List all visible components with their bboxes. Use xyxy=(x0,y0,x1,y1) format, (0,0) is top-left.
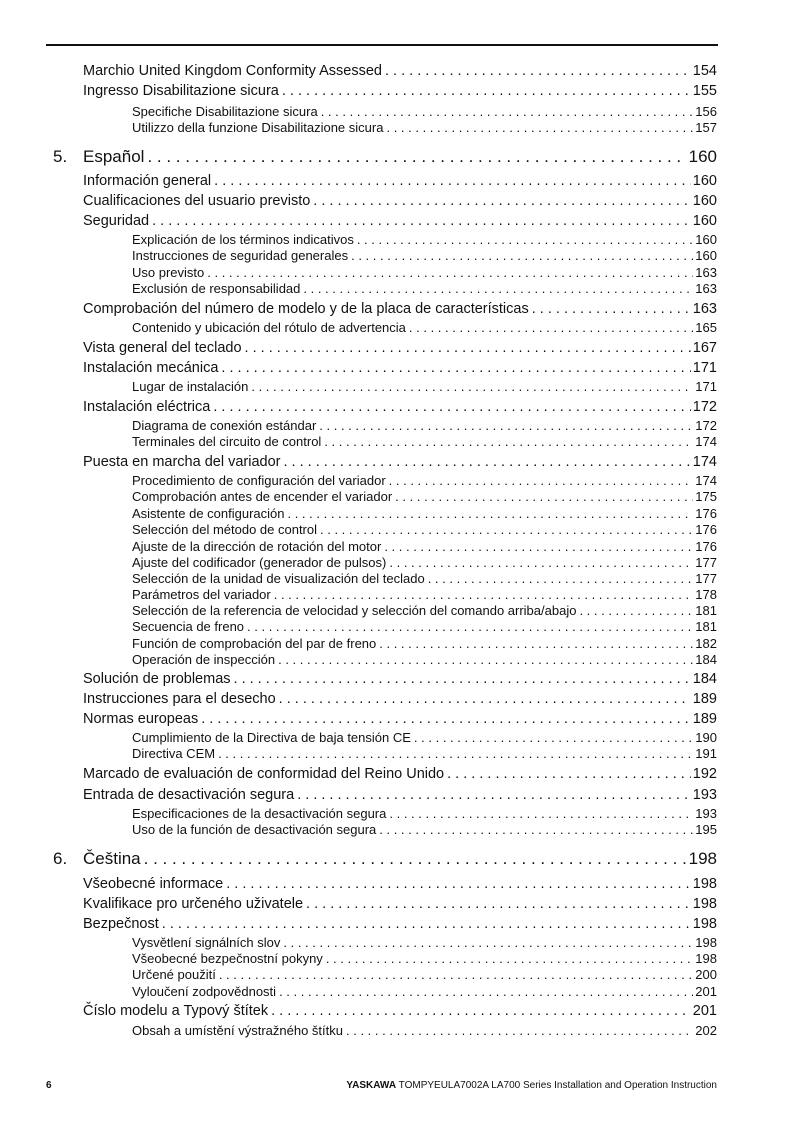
toc-section[interactable] xyxy=(83,1004,717,1019)
toc-page-number: 198 xyxy=(688,849,717,868)
toc-page-number: 177 xyxy=(695,555,717,570)
footer-page-number: 6 xyxy=(46,1080,52,1091)
toc-dot-leader xyxy=(274,588,693,601)
toc-page-number: 154 xyxy=(692,63,717,79)
toc-page-number: 172 xyxy=(695,418,717,433)
toc-subsection[interactable] xyxy=(132,282,717,295)
toc-entry-title xyxy=(132,380,248,393)
toc-dot-leader xyxy=(283,936,693,949)
toc-dot-leader xyxy=(234,672,691,687)
toc-entry-title xyxy=(132,105,318,118)
toc-dot-leader xyxy=(389,474,693,487)
toc-page-number: 190 xyxy=(695,730,717,745)
toc-entry-text: Obsah a umístění výstražného štítku xyxy=(132,1023,343,1038)
toc-entry-text: Bezpečnost xyxy=(83,916,159,932)
toc-page-number: 171 xyxy=(692,360,717,376)
footer-brand: YASKAWA xyxy=(346,1080,397,1091)
toc-entry-text: Selección del método de control xyxy=(132,522,318,537)
footer-document-name: TOMPYEULA7002A LA700 Series Installation and Operation Instruction xyxy=(398,1080,717,1091)
toc-entry-title xyxy=(132,490,392,503)
toc-entry-text: Parámetros del variador xyxy=(132,587,271,602)
toc-entry-text: Directiva CEM xyxy=(132,746,216,761)
toc-section[interactable] xyxy=(83,302,717,317)
toc-page-number: 163 xyxy=(692,301,717,317)
toc-entry-text: Instrucciones para el desecho xyxy=(83,691,276,707)
toc-entry-title xyxy=(132,731,411,744)
toc-entry-text: Vista general del teclado xyxy=(83,340,242,356)
toc-section[interactable] xyxy=(83,341,717,356)
toc-entry-text: Instrucciones de seguridad generales xyxy=(132,248,349,263)
toc-dot-leader xyxy=(313,194,691,209)
toc-subsection[interactable] xyxy=(132,490,717,503)
toc-entry-text: Diagrama de conexión estándar xyxy=(132,418,317,433)
toc-page-number: 172 xyxy=(692,399,717,415)
toc-subsection[interactable] xyxy=(132,936,717,949)
toc-dot-leader xyxy=(218,747,693,760)
toc-dot-leader xyxy=(207,266,693,279)
toc-dot-leader xyxy=(389,556,693,569)
toc-dot-leader xyxy=(214,174,691,189)
toc-page-number: 189 xyxy=(692,711,717,727)
toc-entry-title xyxy=(83,361,218,376)
toc-page-number: 202 xyxy=(695,1023,717,1038)
toc-entry-title xyxy=(132,620,244,633)
toc-entry-text: Uso de la función de desactivación segura xyxy=(132,822,377,837)
toc-entry-text: Cualificaciones del usuario previsto xyxy=(83,193,311,209)
toc-subsection[interactable] xyxy=(132,588,717,601)
toc-dot-leader xyxy=(245,341,691,356)
toc-entry-text: Asistente de configuración xyxy=(132,506,285,521)
toc-section[interactable] xyxy=(83,84,717,99)
toc-dot-leader xyxy=(221,361,690,376)
toc-entry-title xyxy=(83,877,223,892)
toc-dot-leader xyxy=(279,985,693,998)
toc-subsection[interactable] xyxy=(132,556,717,569)
toc-dot-leader xyxy=(251,380,693,393)
toc-dot-leader xyxy=(320,523,693,536)
toc-page-number: 176 xyxy=(695,506,717,521)
toc-page-number: 178 xyxy=(695,587,717,602)
toc-dot-leader xyxy=(201,712,691,727)
toc-entry-title xyxy=(83,194,310,209)
toc-page-number: 181 xyxy=(695,619,717,634)
toc-subsection[interactable] xyxy=(132,747,717,760)
toc-entry-text: Marchio United Kingdom Conformity Assessed xyxy=(83,63,382,79)
toc-entry-title xyxy=(132,121,383,134)
toc-page-number: 193 xyxy=(692,787,717,803)
toc-page-number: 177 xyxy=(695,571,717,586)
toc-entry-text: Normas europeas xyxy=(83,711,199,727)
toc-subsection[interactable] xyxy=(132,540,717,553)
toc-entry-text: Ajuste de la dirección de rotación del motor xyxy=(132,539,382,554)
toc-page-number: 182 xyxy=(695,636,717,651)
toc-entry-text: Marcado de evaluación de conformidad del Reino Unido xyxy=(83,766,445,782)
toc-subsection[interactable] xyxy=(132,731,717,744)
toc-section[interactable] xyxy=(83,767,717,782)
toc-page-number: 167 xyxy=(692,340,717,356)
toc-entry-title xyxy=(132,936,280,949)
toc-entry-text: Procedimiento de configuración del variador xyxy=(132,473,386,488)
toc-section[interactable] xyxy=(83,917,717,932)
toc-subsection[interactable] xyxy=(132,474,717,487)
toc-entry-title xyxy=(132,637,376,650)
toc-entry-title xyxy=(132,807,386,820)
toc-entry-text: Español xyxy=(83,147,145,166)
toc-subsection[interactable] xyxy=(132,266,717,279)
toc-entry-title xyxy=(132,952,323,965)
toc-section[interactable] xyxy=(83,692,717,707)
toc-dot-leader xyxy=(226,877,691,892)
toc-subsection[interactable] xyxy=(132,121,717,134)
toc-section[interactable] xyxy=(83,788,717,803)
toc-page-number: 174 xyxy=(692,454,717,470)
toc-dot-leader xyxy=(351,249,693,262)
toc-subsection[interactable] xyxy=(132,523,717,536)
toc-entry-title xyxy=(83,64,382,79)
toc-page-number: 171 xyxy=(695,379,717,394)
toc-page-number: 198 xyxy=(692,876,717,892)
toc-section[interactable] xyxy=(83,400,717,415)
toc-dot-leader xyxy=(213,400,690,415)
toc-page-number: 160 xyxy=(692,193,717,209)
toc-entry-text: Vysvětlení signálních slov xyxy=(132,935,281,950)
toc-dot-leader xyxy=(414,731,693,744)
toc-subsection[interactable] xyxy=(132,249,717,262)
toc-subsection[interactable] xyxy=(132,419,717,432)
toc-subsection[interactable] xyxy=(132,233,717,246)
toc-section[interactable] xyxy=(83,214,717,229)
toc-dot-leader xyxy=(279,692,691,707)
toc-entry-title xyxy=(83,897,303,912)
toc-entry-title xyxy=(53,148,144,165)
toc-dot-leader xyxy=(379,637,693,650)
toc-entry-title xyxy=(132,540,381,553)
toc-entry-title xyxy=(132,556,386,569)
toc-chapter-number: 6. xyxy=(53,849,68,868)
toc-page-number: 160 xyxy=(688,147,717,166)
toc-dot-leader xyxy=(386,121,693,134)
toc-entry-text: Exclusión de responsabilidad xyxy=(132,281,301,296)
toc-entry-text: Čeština xyxy=(83,849,141,868)
toc-page-number: 165 xyxy=(695,320,717,335)
toc-page-number: 176 xyxy=(695,539,717,554)
toc-dot-leader xyxy=(357,233,693,246)
toc-page-number: 176 xyxy=(695,522,717,537)
toc-dot-leader xyxy=(428,572,693,585)
toc-section[interactable] xyxy=(83,455,717,470)
toc-entry-text: Selección de la unidad de visualización del teclado xyxy=(132,571,425,586)
toc-page-number: 174 xyxy=(695,434,717,449)
toc-entry-text: Kvalifikace pro určeného uživatele xyxy=(83,896,304,912)
toc-dot-leader xyxy=(219,968,693,981)
toc-entry-text: Seguridad xyxy=(83,213,150,229)
toc-page-number: 175 xyxy=(695,489,717,504)
toc-entry-text: Explicación de los términos indicativos xyxy=(132,232,354,247)
toc-entry-title xyxy=(132,604,576,617)
toc-subsection[interactable] xyxy=(132,572,717,585)
toc-entry-title xyxy=(83,84,279,99)
toc-page-number: 174 xyxy=(695,473,717,488)
toc-page-number: 201 xyxy=(692,1003,717,1019)
toc-entry-title xyxy=(132,747,215,760)
toc-dot-leader xyxy=(447,767,691,782)
toc-page-number: 200 xyxy=(695,967,717,982)
toc-section[interactable] xyxy=(83,361,717,376)
toc-section[interactable] xyxy=(83,672,717,687)
toc-entry-title xyxy=(132,523,317,536)
toc-section[interactable] xyxy=(83,174,717,189)
toc-entry-title xyxy=(83,302,529,317)
toc-subsection[interactable] xyxy=(132,985,717,998)
toc-dot-leader xyxy=(579,604,693,617)
toc-entry-text: Información general xyxy=(83,173,212,189)
toc-dot-leader xyxy=(532,302,691,317)
toc-dot-leader xyxy=(297,788,691,803)
toc-entry-text: Cumplimiento de la Directiva de baja tensión CE xyxy=(132,730,411,745)
toc-page-number: 198 xyxy=(695,951,717,966)
toc-section[interactable] xyxy=(83,64,717,79)
toc-entry-text: Všeobecné informace xyxy=(83,876,224,892)
toc-entry-title xyxy=(53,850,141,867)
toc-entry-text: Secuencia de freno xyxy=(132,619,245,634)
toc-page-number: 189 xyxy=(692,691,717,707)
toc-dot-leader xyxy=(385,64,691,79)
toc-subsection[interactable] xyxy=(132,321,717,334)
toc-page-number: 198 xyxy=(692,916,717,932)
toc-entry-text: Instalación mecánica xyxy=(83,360,219,376)
toc-page-number: 155 xyxy=(692,83,717,99)
toc-entry-title xyxy=(83,1004,268,1019)
toc-entry-text: Všeobecné bezpečnostní pokyny xyxy=(132,951,323,966)
toc-subsection[interactable] xyxy=(132,968,717,981)
toc-subsection[interactable] xyxy=(132,620,717,633)
toc-entry-text: Číslo modelu a Typový štítek xyxy=(83,1003,269,1019)
toc-dot-leader xyxy=(409,321,693,334)
toc-dot-leader xyxy=(324,435,693,448)
toc-chapter[interactable] xyxy=(53,850,717,867)
toc-dot-leader xyxy=(283,455,690,470)
toc-entry-title xyxy=(132,985,276,998)
toc-dot-leader xyxy=(152,214,691,229)
toc-entry-title xyxy=(83,788,294,803)
toc-subsection[interactable] xyxy=(132,604,717,617)
toc-entry-text: Lugar de instalación xyxy=(132,379,249,394)
toc-entry-title xyxy=(132,282,300,295)
toc-page-number: 160 xyxy=(692,173,717,189)
toc-entry-text: Comprobación antes de encender el variador xyxy=(132,489,393,504)
toc-dot-leader xyxy=(282,84,691,99)
toc-entry-title xyxy=(132,249,348,262)
toc-dot-leader xyxy=(379,823,693,836)
toc-page-number: 160 xyxy=(692,213,717,229)
toc-page-number: 157 xyxy=(695,120,717,135)
toc-page-number: 163 xyxy=(695,281,717,296)
toc-dot-leader xyxy=(162,917,691,932)
toc-entry-title xyxy=(132,588,271,601)
toc-section[interactable] xyxy=(83,194,717,209)
toc-dot-leader xyxy=(326,952,693,965)
toc-dot-leader xyxy=(346,1024,693,1037)
toc-chapter[interactable] xyxy=(53,148,717,165)
toc-dot-leader xyxy=(321,105,693,118)
toc-entry-text: Operación de inspección xyxy=(132,652,276,667)
toc-entry-title xyxy=(83,917,159,932)
toc-entry-title xyxy=(132,572,425,585)
toc-page-number: 184 xyxy=(692,671,717,687)
toc-page-number: 181 xyxy=(695,603,717,618)
toc-entry-title xyxy=(83,214,149,229)
toc-entry-text: Contenido y ubicación del rótulo de advertencia xyxy=(132,320,406,335)
toc-entry-title xyxy=(132,419,316,432)
toc-entry-title xyxy=(132,435,321,448)
toc-entry-title xyxy=(83,712,198,727)
toc-dot-leader xyxy=(147,148,686,165)
toc-page-number: 156 xyxy=(695,104,717,119)
toc-entry-title xyxy=(132,321,406,334)
toc-chapter-number: 5. xyxy=(53,147,68,166)
toc-dot-leader xyxy=(247,620,693,633)
toc-entry-title xyxy=(132,1024,343,1037)
toc-dot-leader xyxy=(384,540,693,553)
toc-entry-title xyxy=(83,174,211,189)
toc-entry-text: Entrada de desactivación segura xyxy=(83,787,295,803)
toc-page-number: 193 xyxy=(695,806,717,821)
toc-page-number: 163 xyxy=(695,265,717,280)
toc-dot-leader xyxy=(303,282,693,295)
toc-subsection[interactable] xyxy=(132,1024,717,1037)
toc-page-number: 192 xyxy=(692,766,717,782)
toc-entry-text: Comprobación del número de modelo y de la placa de características xyxy=(83,301,529,317)
toc-dot-leader xyxy=(271,1004,691,1019)
toc-entry-text: Ajuste del codificador (generador de pulsos) xyxy=(132,555,387,570)
toc-entry-title xyxy=(83,672,231,687)
toc-subsection[interactable] xyxy=(132,435,717,448)
toc-subsection[interactable] xyxy=(132,380,717,393)
toc-entry-text: Selección de la referencia de velocidad y selección del comando arriba/abajo xyxy=(132,603,577,618)
toc-page-number: 184 xyxy=(695,652,717,667)
toc-entry-title xyxy=(132,233,354,246)
toc-dot-leader xyxy=(144,850,687,867)
toc-subsection[interactable] xyxy=(132,807,717,820)
toc-dot-leader xyxy=(319,419,693,432)
toc-entry-title xyxy=(132,968,216,981)
toc-entry-text: Especificaciones de la desactivación segura xyxy=(132,806,387,821)
toc-page-number: 160 xyxy=(695,232,717,247)
toc-page-number: 160 xyxy=(695,248,717,263)
toc-entry-title xyxy=(132,266,204,279)
toc-entry-title xyxy=(83,341,242,356)
toc-subsection[interactable] xyxy=(132,637,717,650)
toc-entry-text: Función de comprobación del par de freno xyxy=(132,636,377,651)
toc-section[interactable] xyxy=(83,877,717,892)
toc-dot-leader xyxy=(278,653,693,666)
toc-page-number: 201 xyxy=(695,984,717,999)
toc-entry-text: Určené použití xyxy=(132,967,216,982)
toc-entry-text: Vyloučení zodpovědnosti xyxy=(132,984,277,999)
footer-document-title xyxy=(346,1080,717,1091)
toc-page-number: 191 xyxy=(695,746,717,761)
toc-subsection[interactable] xyxy=(132,653,717,666)
toc-dot-leader xyxy=(287,507,693,520)
toc-section[interactable] xyxy=(83,897,717,912)
toc-entry-text: Terminales del circuito de control xyxy=(132,434,322,449)
toc-entry-title xyxy=(83,455,280,470)
toc-entry-text: Instalación eléctrica xyxy=(83,399,211,415)
toc-entry-title xyxy=(132,474,386,487)
toc-entry-title xyxy=(83,767,444,782)
toc-entry-text: Solución de problemas xyxy=(83,671,231,687)
toc-entry-title xyxy=(83,692,276,707)
toc-entry-title xyxy=(132,823,376,836)
toc-page-number: 198 xyxy=(695,935,717,950)
toc-page-number: 198 xyxy=(692,896,717,912)
toc-entry-text: Ingresso Disabilitazione sicura xyxy=(83,83,279,99)
toc-dot-leader xyxy=(395,490,693,503)
toc-entry-title xyxy=(132,507,284,520)
toc-subsection[interactable] xyxy=(132,823,717,836)
toc-entry-text: Uso previsto xyxy=(132,265,205,280)
toc-entry-text: Specifiche Disabilitazione sicura xyxy=(132,104,318,119)
toc-section[interactable] xyxy=(83,712,717,727)
toc-subsection[interactable] xyxy=(132,507,717,520)
toc-entry-title xyxy=(83,400,210,415)
toc-subsection[interactable] xyxy=(132,105,717,118)
toc-entry-title xyxy=(132,653,275,666)
toc-subsection[interactable] xyxy=(132,952,717,965)
toc-dot-leader xyxy=(306,897,691,912)
toc-dot-leader xyxy=(389,807,693,820)
toc-entry-text: Puesta en marcha del variador xyxy=(83,454,281,470)
toc-entry-text: Utilizzo della funzione Disabilitazione sicura xyxy=(132,120,384,135)
toc-page-number: 195 xyxy=(695,822,717,837)
